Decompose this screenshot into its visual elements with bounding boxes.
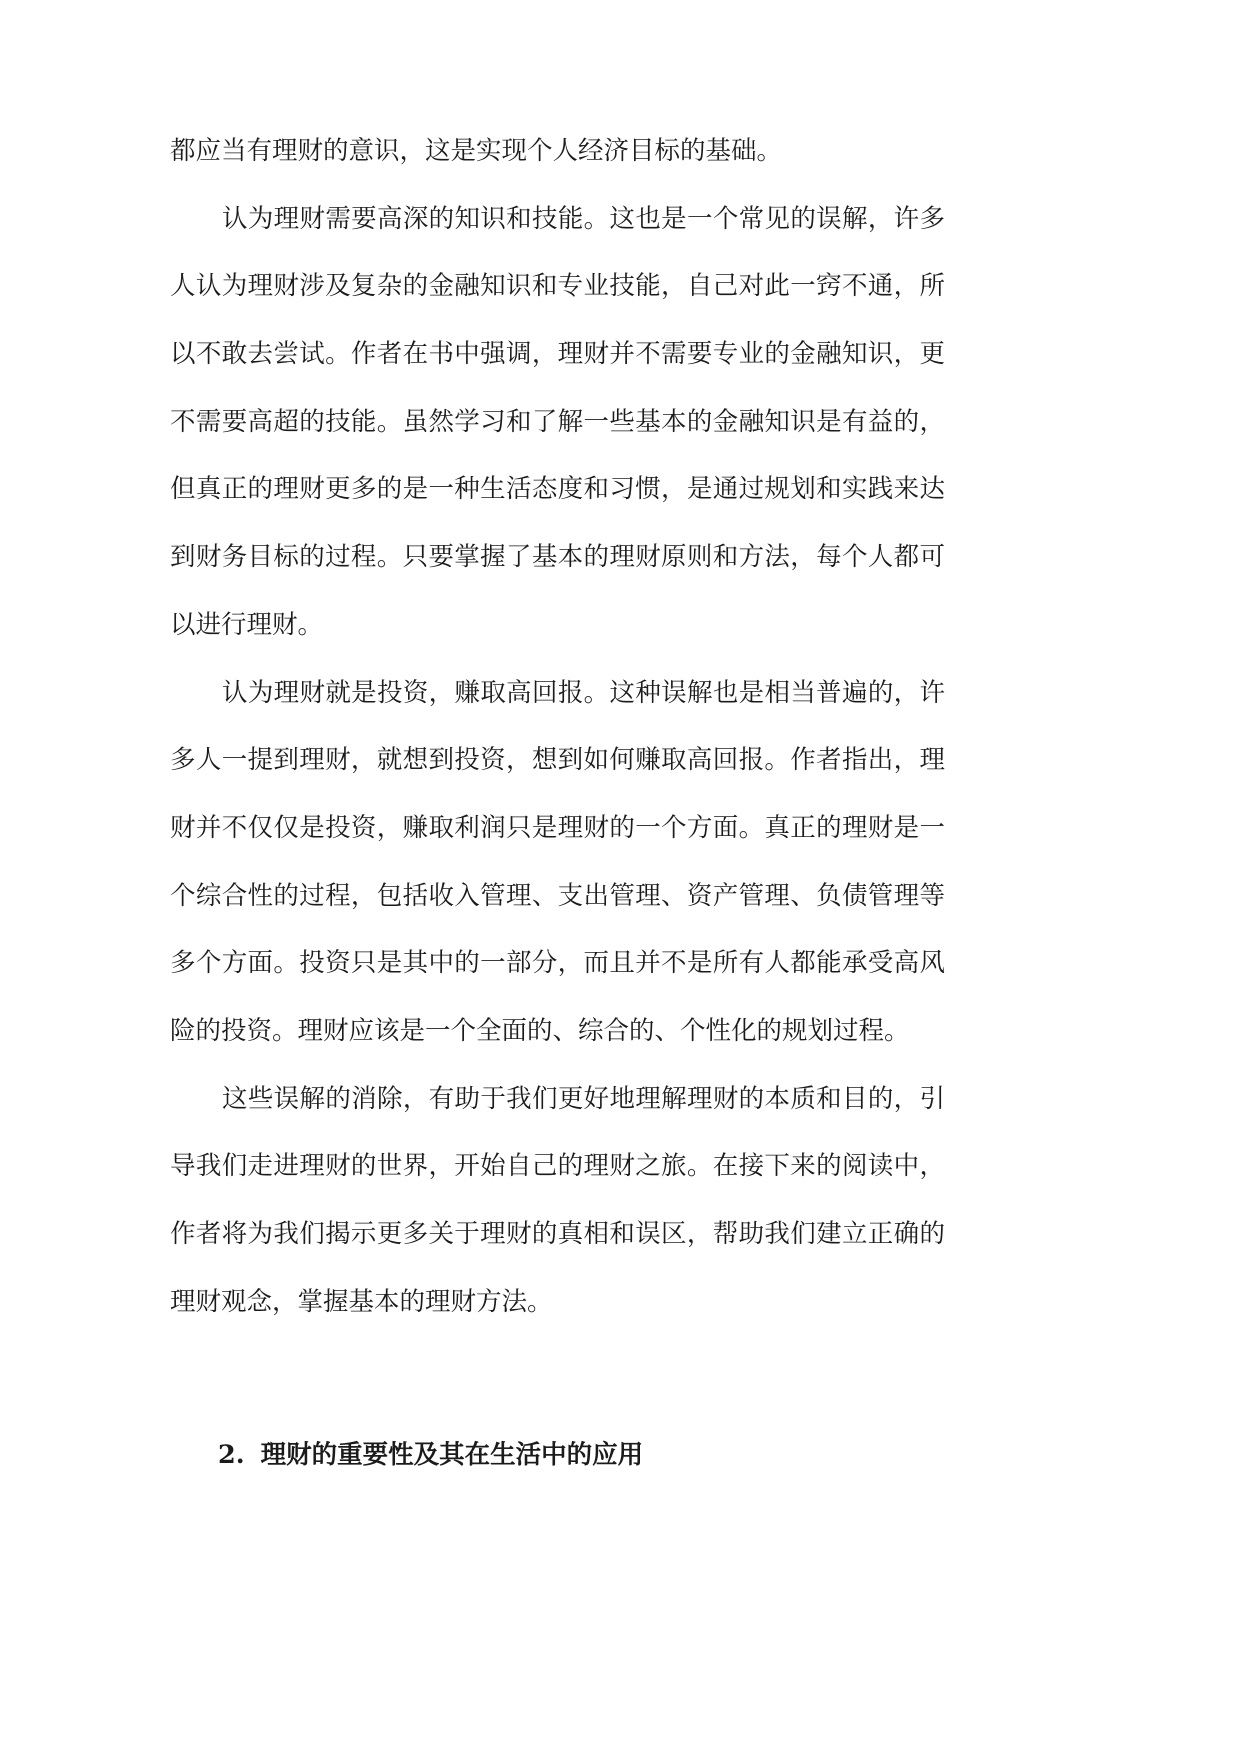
paragraph xyxy=(170,118,970,186)
text-line: 不需要高超的技能。虽然学习和了解一些基本的金融知识是有益的， xyxy=(170,406,945,437)
section-number: 2. xyxy=(218,1440,245,1470)
text-line: 但真正的理财更多的是一种生活态度和习惯，是通过规划和实践来达 xyxy=(170,474,945,505)
text-line: 以不敢去尝试。作者在书中强调，理财并不需要专业的金融知识，更 xyxy=(170,339,945,370)
body-text xyxy=(170,118,970,1336)
text-line: 以进行理财。 xyxy=(170,609,324,640)
text-line: 人认为理财涉及复杂的金融知识和专业技能，自己对此一窍不通，所 xyxy=(170,271,945,302)
text-line: 导我们走进理财的世界，开始自己的理财之旅。在接下来的阅读中， xyxy=(170,1151,945,1182)
text-line: 多个方面。投资只是其中的一部分，而且并不是所有人都能承受高风 xyxy=(170,948,945,979)
text-line: 作者将为我们揭示更多关于理财的真相和误区，帮助我们建立正确的 xyxy=(170,1219,945,1249)
text-line: 这些误解的消除，有助于我们更好地理解理财的本质和目的，引 xyxy=(222,1083,945,1114)
section-title: 理财的重要性及其在生活中的应用 xyxy=(260,1440,644,1470)
text-line: 都应当有理财的意识，这是实现个人经济目标的基础。 xyxy=(170,136,783,166)
text-line: 险的投资。理财应该是一个全面的、综合的、个性化的规划过程。 xyxy=(170,1015,910,1046)
section-heading xyxy=(218,1438,643,1472)
paragraph xyxy=(170,660,970,1066)
text-line: 多人一提到理财，就想到投资，想到如何赚取高回报。作者指出，理 xyxy=(170,745,945,776)
text-line: 个综合性的过程，包括收入管理、支出管理、资产管理、负债管理等 xyxy=(170,880,945,911)
paragraph xyxy=(170,1066,970,1337)
text-line: 理财观念，掌握基本的理财方法。 xyxy=(170,1286,553,1317)
text-line: 认为理财就是投资，赚取高回报。这种误解也是相当普遍的，许 xyxy=(222,677,945,708)
paragraph xyxy=(170,186,970,660)
text-line: 财并不仅仅是投资，赚取利润只是理财的一个方面。真正的理财是一 xyxy=(170,812,945,843)
text-line: 到财务目标的过程。只要掌握了基本的理财原则和方法，每个人都可 xyxy=(170,542,945,573)
text-line: 认为理财需要高深的知识和技能。这也是一个常见的误解，许多 xyxy=(222,203,945,234)
